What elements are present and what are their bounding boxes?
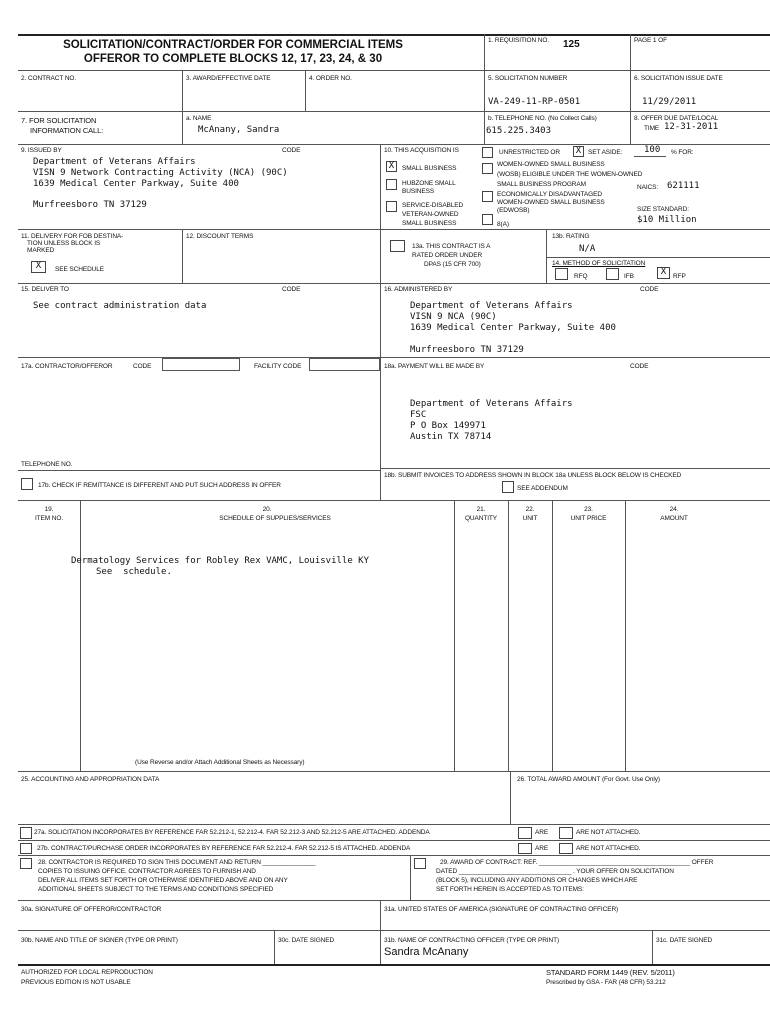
hubzone-checkbox[interactable]: [386, 179, 397, 190]
rule: [625, 500, 626, 771]
contractor-code-label: CODE: [133, 363, 152, 370]
rule: [18, 70, 770, 71]
solicitation-no-label: 5. SOLICITATION NUMBER: [488, 75, 568, 82]
rule: [305, 70, 306, 111]
administered-by-code-label: CODE: [640, 286, 659, 293]
acquisition-label: 10. THIS ACQUISITION IS: [384, 147, 459, 154]
sdvosb-label-3: SMALL BUSINESS: [402, 220, 457, 227]
top-border: [18, 34, 770, 36]
issued-by-code-label: CODE: [282, 147, 301, 154]
deliver-to-code-label: CODE: [282, 286, 301, 293]
issue-date-value: 11/29/2011: [642, 97, 697, 107]
administered-by-line3: 1639 Medical Center Parkway, Suite 400: [410, 323, 616, 333]
rule: [18, 840, 770, 841]
unrestricted-label: UNRESTRICTED OR: [499, 149, 560, 156]
col20-header: SCHEDULE OF SUPPLIES/SERVICES: [219, 515, 331, 522]
discount-terms-label: 12. DISCOUNT TERMS: [186, 233, 254, 240]
contractor-code-field[interactable]: [162, 358, 240, 371]
rfp-checkbox[interactable]: X: [657, 267, 670, 279]
set-aside-percent: 100: [644, 145, 661, 155]
signature-offeror-label: 30a. SIGNATURE OF OFFEROR/CONTRACTOR: [21, 906, 162, 913]
size-standard-label: SIZE STANDARD:: [637, 206, 689, 213]
percent-underline: [634, 156, 666, 157]
signature-officer-label: 31a. UNITED STATES OF AMERICA (SIGNATURE OF CONTRACTING OFFICER): [384, 906, 619, 913]
see-addendum-checkbox[interactable]: [502, 481, 514, 493]
clause-28-line1: 28. CONTRACTOR IS REQUIRED TO SIGN THIS DOCUMENT AND RETURN _______________: [38, 859, 316, 866]
naics-label: NAICS:: [637, 184, 659, 191]
clause-28-line4: ADDITIONAL SHEETS SUBJECT TO THE TERMS AND CONDITIONS SPECIFIED: [38, 886, 274, 893]
contractor-label: 17a. CONTRACTOR/OFFEROR: [21, 363, 113, 370]
rule: [484, 70, 485, 144]
rule: [18, 824, 770, 825]
telephone-no-label: TELEPHONE NO.: [21, 461, 73, 468]
small-business-label: SMALL BUSINESS: [402, 165, 457, 172]
officer-name-label: 31b. NAME OF CONTRACTING OFFICER (TYPE OR PRINT): [384, 937, 560, 944]
clause-29-line3: (BLOCK 5), INCLUDING ANY ADDITIONS OR CHANGES WHICH ARE: [436, 877, 638, 884]
issued-by-line3: 1639 Medical Center Parkway, Suite 400: [33, 179, 239, 189]
set-aside-checkbox[interactable]: X: [573, 146, 584, 157]
rule: [510, 771, 511, 824]
offer-due-time-label: TIME: [644, 125, 660, 132]
rule: [182, 229, 183, 283]
eight-a-label: 8(A): [497, 221, 509, 228]
schedule-description-2: See schedule.: [96, 567, 172, 577]
rfp-label: RFP: [673, 273, 686, 280]
issued-by-line4: Murfreesboro TN 37129: [33, 200, 147, 210]
col20-number: 20.: [262, 506, 272, 513]
total-award-label: 26. TOTAL AWARD AMOUNT (For Govt. Use Only): [517, 776, 660, 783]
payment-code-label: CODE: [630, 363, 649, 370]
clause-29-line1: 29. AWARD OF CONTRACT: REF. ___________________________________________ OFFER: [440, 859, 714, 866]
delivery-label-3: MARKED: [27, 247, 55, 254]
rfq-checkbox[interactable]: [555, 268, 568, 280]
clause-27a-are-not-checkbox[interactable]: [559, 827, 573, 839]
unrestricted-checkbox[interactable]: [482, 147, 493, 158]
col22-header: UNIT: [522, 515, 538, 522]
rule: [380, 144, 381, 500]
rule: [380, 900, 381, 964]
clause-27a-are-checkbox[interactable]: [518, 827, 532, 839]
wosb-checkbox[interactable]: [482, 163, 493, 174]
clause-27b-are-not-checkbox[interactable]: [559, 843, 573, 854]
hubzone-label-2: BUSINESS: [402, 188, 435, 195]
set-aside-label: SET ASIDE:: [588, 149, 623, 156]
delivery-label-2: TION UNLESS BLOCK IS: [27, 240, 101, 247]
method-label: 14. METHOD OF SOLICITATION: [552, 260, 646, 267]
clause-27a-are-not: ARE NOT ATTACHED.: [576, 829, 641, 836]
clause-29-checkbox[interactable]: [414, 858, 426, 869]
sdvosb-checkbox[interactable]: [386, 201, 397, 212]
footer-edition: PREVIOUS EDITION IS NOT USABLE: [21, 979, 131, 986]
rule: [18, 771, 770, 772]
rule: [380, 468, 770, 469]
rule: [410, 855, 411, 900]
rule: [484, 34, 485, 70]
rule: [454, 500, 455, 771]
administered-by-label: 16. ADMINISTERED BY: [384, 286, 453, 293]
deliver-to-label: 15. DELIVER TO: [21, 286, 69, 293]
ifb-label: IFB: [624, 273, 634, 280]
rule: [546, 229, 547, 283]
reverse-note: (Use Reverse and/or Attach Additional Sheets as Necessary): [135, 759, 305, 766]
rule: [182, 111, 183, 144]
rule: [18, 855, 770, 856]
rfq-label: RFQ: [574, 273, 588, 280]
signer-date-label: 30c. DATE SIGNED: [278, 937, 335, 944]
col24-number: 24.: [669, 506, 679, 513]
rule: [552, 500, 553, 771]
bottom-border: [18, 964, 770, 966]
eight-a-checkbox[interactable]: [482, 214, 493, 225]
clause-27a-are: ARE: [535, 829, 549, 836]
administered-by-line4: Murfreesboro TN 37129: [410, 345, 524, 355]
form-title: SOLICITATION/CONTRACT/ORDER FOR COMMERCIAL ITEMS: [63, 39, 403, 51]
sdvosb-label: SERVICE-DISABLED: [402, 202, 464, 209]
wosb-label-3: SMALL BUSINESS PROGRAM: [497, 181, 586, 188]
clause-27b-are-not: ARE NOT ATTACHED.: [576, 845, 641, 852]
rated-order-label-2: RATED ORDER UNDER: [412, 252, 483, 259]
rating-value: N/A: [579, 244, 596, 254]
contract-no-label: 2. CONTRACT NO.: [21, 75, 77, 82]
info-call-label: 7. FOR SOLICITATION: [21, 116, 97, 125]
rule: [630, 34, 631, 144]
facility-code-field[interactable]: [309, 358, 380, 371]
rule: [652, 930, 653, 964]
administered-by-line1: Department of Veterans Affairs: [410, 301, 573, 311]
col23-header: UNIT PRICE: [570, 515, 607, 522]
edwosb-label: ECONOMICALLY DISADVANTAGED: [497, 191, 602, 198]
sdvosb-label-2: VETERAN-OWNED: [402, 211, 459, 218]
officer-name-value: Sandra McAnany: [384, 946, 469, 958]
award-date-label: 3. AWARD/EFFECTIVE DATE: [186, 75, 271, 82]
rule: [546, 257, 770, 258]
rule: [18, 357, 770, 358]
clause-28-line2: COPIES TO ISSUING OFFICE. CONTRACTOR AGREES TO FURNISH AND: [38, 868, 256, 875]
rule: [18, 500, 770, 501]
rule: [18, 930, 770, 931]
footer-form-number: STANDARD FORM 1449 (REV. 5/2011): [546, 968, 675, 977]
rule: [182, 70, 183, 111]
rule: [508, 500, 509, 771]
see-addendum-label: SEE ADDENDUM: [517, 485, 568, 492]
edwosb-label-2: WOMEN-OWNED SMALL BUSINESS: [497, 199, 605, 206]
rule: [18, 111, 770, 112]
info-call-label-2: INFORMATION CALL:: [30, 126, 104, 135]
ifb-checkbox[interactable]: [606, 268, 619, 280]
size-standard-value: $10 Million: [637, 215, 697, 225]
offer-due-label: 8. OFFER DUE DATE/LOCAL: [634, 115, 719, 122]
name-label: a. NAME: [186, 115, 212, 122]
contact-name: McAnany, Sandra: [198, 125, 280, 135]
clause-27b-are-checkbox[interactable]: [518, 843, 532, 854]
offer-due-value: 12-31-2011: [664, 122, 719, 132]
schedule-description: Dermatology Services for Robley Rex VAMC, Louisville KY: [71, 556, 370, 566]
clause-27a-checkbox[interactable]: [20, 827, 32, 839]
col22-number: 22.: [525, 506, 535, 513]
payment-line2: FSC: [410, 410, 427, 420]
wosb-label: WOMEN-OWNED SMALL BUSINESS: [497, 161, 605, 168]
col21-number: 21.: [476, 506, 486, 513]
facility-code-label: FACILITY CODE: [254, 363, 302, 370]
requisition-value: 125: [563, 39, 580, 50]
clause-27b-are: ARE: [535, 845, 549, 852]
rule: [18, 283, 770, 284]
rated-order-label-3: DPAS (15 CFR 700): [424, 261, 481, 268]
issued-by-line2: VISN 9 Network Contracting Activity (NCA) (90C): [33, 168, 288, 178]
see-schedule-label: SEE SCHEDULE: [55, 266, 105, 273]
rule: [18, 470, 380, 471]
payment-label: 18a. PAYMENT WILL BE MADE BY: [384, 363, 485, 370]
issued-by-label: 9. ISSUED BY: [21, 147, 62, 154]
telephone-label: b. TELEPHONE NO. (No Collect Calls): [488, 115, 597, 122]
rule: [274, 930, 275, 964]
footer-reproduction: AUTHORIZED FOR LOCAL REPRODUCTION: [21, 969, 153, 976]
officer-date-label: 31c. DATE SIGNED: [656, 937, 713, 944]
clause-27b-checkbox[interactable]: [20, 843, 32, 854]
edwosb-label-3: (EDWOSB): [497, 207, 530, 214]
payment-line4: Austin TX 78714: [410, 432, 492, 442]
issued-by-line1: Department of Veterans Affairs: [33, 157, 196, 167]
clause-27a: 27a. SOLICITATION INCORPORATES BY REFERENCE FAR 52.212-1, 52.212-4. FAR 52.212-3 AND 52.212-5 ARE ATTACHED. ADDENDA: [34, 829, 430, 836]
payment-line3: P O Box 149971: [410, 421, 486, 431]
rating-label: 13b. RATING: [552, 233, 590, 240]
rule: [18, 229, 770, 230]
rule: [80, 500, 81, 771]
delivery-label: 11. DELIVERY FOR FOB DESTINA-: [21, 233, 124, 240]
clause-27b: 27b. CONTRACT/PURCHASE ORDER INCORPORATES BY REFERENCE FAR 52.212-4. FAR 52.212-5 IS ATTACHED. ADDENDA: [37, 845, 411, 852]
accounting-label: 25. ACCOUNTING AND APPROPRIATION DATA: [21, 776, 160, 783]
clause-29-line2: DATED ________________________________ . YOUR OFFER ON SOLICITATION: [436, 868, 674, 875]
rated-order-label: 13a. THIS CONTRACT IS A: [412, 243, 491, 250]
issue-date-label: 6. SOLICITATION ISSUE DATE: [634, 75, 723, 82]
small-business-checkbox[interactable]: X: [386, 161, 397, 172]
edwosb-checkbox[interactable]: [482, 191, 493, 202]
remittance-checkbox[interactable]: [21, 478, 33, 490]
telephone-value: 615.225.3403: [486, 126, 552, 136]
page-label: PAGE 1 OF: [634, 37, 667, 44]
clause-28-line3: DELIVER ALL ITEMS SET FORTH OR OTHERWISE IDENTIFIED ABOVE AND ON ANY: [38, 877, 288, 884]
see-schedule-checkbox[interactable]: X: [31, 261, 46, 273]
remittance-label: 17b. CHECK IF REMITTANCE IS DIFFERENT AND PUT SUCH ADDRESS IN OFFER: [38, 482, 281, 489]
solicitation-no-value: VA-249-11-RP-0501: [488, 97, 581, 107]
form-subtitle: OFFEROR TO COMPLETE BLOCKS 12, 17, 23, 24, & 30: [83, 53, 383, 65]
col21-header: QUANTITY: [464, 515, 498, 522]
requisition-label: 1. REQUISITION NO.: [488, 37, 550, 44]
rule: [18, 900, 770, 901]
invoice-label: 18b. SUBMIT INVOICES TO ADDRESS SHOWN IN BLOCK 18a UNLESS BLOCK BELOW IS CHECKED: [384, 472, 682, 479]
administered-by-line2: VISN 9 NCA (90C): [410, 312, 497, 322]
naics-value: 621111: [667, 181, 700, 191]
deliver-to-value: See contract administration data: [33, 301, 207, 311]
rated-order-checkbox[interactable]: [390, 240, 405, 252]
percent-for-label: % FOR:: [671, 149, 694, 156]
clause-28-checkbox[interactable]: [20, 858, 32, 869]
col24-header: AMOUNT: [660, 515, 688, 522]
col23-number: 23.: [584, 506, 593, 513]
wosb-label-2: (WOSB) ELIGIBLE UNDER THE WOMEN-OWNED: [497, 171, 643, 178]
footer-prescribed: Prescribed by GSA - FAR (48 CFR) 53.212: [546, 979, 666, 986]
payment-line1: Department of Veterans Affairs: [410, 399, 573, 409]
order-no-label: 4. ORDER NO.: [309, 75, 352, 82]
clause-29-line4: SET FORTH HEREIN IS ACCEPTED AS TO ITEMS:: [436, 886, 584, 893]
signer-name-label: 30b. NAME AND TITLE OF SIGNER (TYPE OR PRINT): [21, 937, 178, 944]
col19-number: 19.: [44, 506, 54, 513]
hubzone-label: HUBZONE SMALL: [402, 180, 456, 187]
col19-header: ITEM NO.: [34, 515, 64, 522]
